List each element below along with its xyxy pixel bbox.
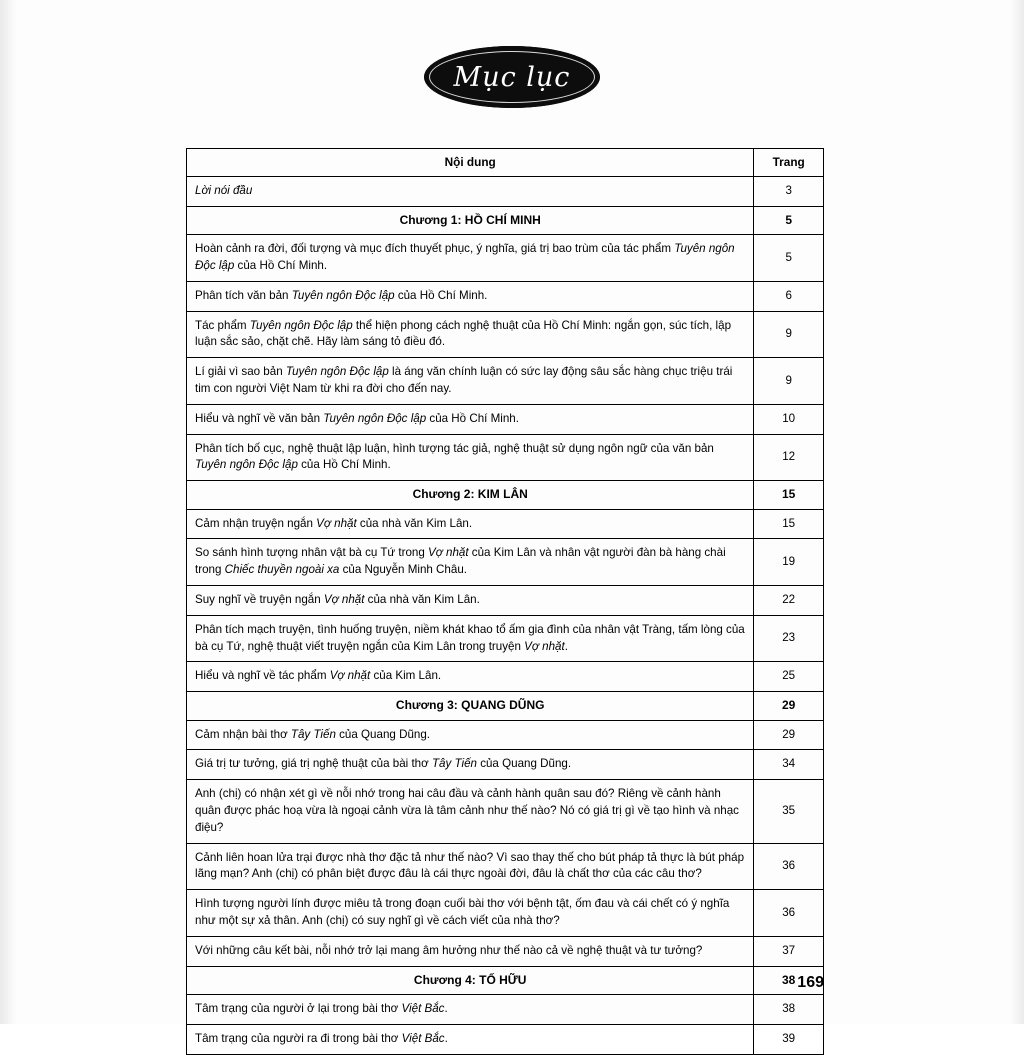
table-row — [187, 434, 824, 481]
toc-body — [187, 149, 824, 1055]
entry-title: Giá trị tư tưởng, giá trị nghệ thuật của bài thơ Tây Tiến của Quang Dũng. — [187, 750, 754, 780]
entry-title: Cảnh liên hoan lửa trại được nhà thơ đặc tả như thế nào? Vì sao thay thế cho bút pháp tả thực là bút pháp lãng mạn? Anh (chị) có phân biệt được đâu là cái thực ngoài đời, đâu là chất thơ của các câu thơ? — [187, 843, 754, 890]
entry-title: Cảm nhận truyện ngắn Vợ nhặt của nhà văn Kim Lân. — [187, 509, 754, 539]
table-row — [187, 235, 824, 282]
entry-page-number: 39 — [754, 1024, 824, 1054]
entry-title: Lời nói đầu — [187, 177, 754, 207]
entry-page-number: 34 — [754, 750, 824, 780]
entry-title: Chương 2: KIM LÂN — [187, 481, 754, 509]
entry-page-number: 3 — [754, 177, 824, 207]
table-row — [187, 281, 824, 311]
column-header-page: Trang — [754, 149, 824, 177]
entry-title: Phân tích văn bản Tuyên ngôn Độc lập của Hồ Chí Minh. — [187, 281, 754, 311]
page-title: Mục lục — [453, 61, 571, 93]
entry-page-number: 29 — [754, 692, 824, 720]
table-row — [187, 720, 824, 750]
preface-row — [187, 177, 824, 207]
table-row — [187, 311, 824, 358]
entry-page-number: 19 — [754, 539, 824, 586]
entry-page-number: 12 — [754, 434, 824, 481]
entry-page-number: 25 — [754, 662, 824, 692]
entry-title: Tâm trạng của người ra đi trong bài thơ Việt Bắc. — [187, 1024, 754, 1054]
entry-page-number: 38 — [754, 994, 824, 1024]
entry-page-number: 6 — [754, 281, 824, 311]
table-row — [187, 1024, 824, 1054]
entry-page-number: 36 — [754, 890, 824, 937]
title-oval — [424, 46, 600, 108]
table-row — [187, 843, 824, 890]
table-row — [187, 615, 824, 662]
table-row — [187, 936, 824, 966]
entry-page-number: 15 — [754, 509, 824, 539]
table-row — [187, 509, 824, 539]
entry-title: Chương 3: QUANG DŨNG — [187, 692, 754, 720]
page-title-badge — [0, 46, 1024, 108]
chapter-row — [187, 966, 824, 994]
entry-title: Hình tượng người lính được miêu tả trong đoạn cuối bài thơ với bệnh tật, ốm đau và cái chết có ý nghĩa như một sự xả thân. Anh (chị) có suy nghĩ gì về cách viết của nhà thơ? — [187, 890, 754, 937]
entry-page-number: 35 — [754, 780, 824, 843]
entry-page-number: 29 — [754, 720, 824, 750]
chapter-row — [187, 481, 824, 509]
table-row — [187, 358, 824, 405]
table-row — [187, 750, 824, 780]
entry-page-number: 38 — [754, 966, 824, 994]
entry-page-number: 15 — [754, 481, 824, 509]
entry-title: Hiểu và nghĩ về văn bản Tuyên ngôn Độc lập của Hồ Chí Minh. — [187, 404, 754, 434]
table-row — [187, 539, 824, 586]
page-number: 169 — [797, 974, 824, 991]
chapter-row — [187, 692, 824, 720]
entry-title: Tác phẩm Tuyên ngôn Độc lập thể hiện phong cách nghệ thuật của Hồ Chí Minh: ngắn gọn, súc tích, lập luận sắc sảo, chặt chẽ. Hãy làm sáng tỏ điều đó. — [187, 311, 754, 358]
entry-page-number: 9 — [754, 311, 824, 358]
entry-page-number: 5 — [754, 206, 824, 234]
table-of-contents — [186, 148, 824, 1055]
entry-title: Hiểu và nghĩ về tác phẩm Vợ nhặt của Kim Lân. — [187, 662, 754, 692]
entry-title: Với những câu kết bài, nỗi nhớ trở lại mang âm hưởng như thế nào cả về nghệ thuật và tư tưởng? — [187, 936, 754, 966]
entry-title: Tâm trạng của người ở lại trong bài thơ Việt Bắc. — [187, 994, 754, 1024]
entry-page-number: 10 — [754, 404, 824, 434]
entry-title: Chương 4: TỐ HỮU — [187, 966, 754, 994]
table-header-row — [187, 149, 824, 177]
entry-page-number: 5 — [754, 235, 824, 282]
entry-title: Hoàn cảnh ra đời, đối tượng và mục đích thuyết phục, ý nghĩa, giá trị bao trùm của tác phẩm Tuyên ngôn Độc lập của Hồ Chí Minh. — [187, 235, 754, 282]
entry-title: Cảm nhận bài thơ Tây Tiến của Quang Dũng. — [187, 720, 754, 750]
table-row — [187, 780, 824, 843]
table-row — [187, 662, 824, 692]
entry-page-number: 22 — [754, 586, 824, 616]
table-row — [187, 890, 824, 937]
entry-title: Lí giải vì sao bản Tuyên ngôn Độc lập là áng văn chính luận có sức lay động sâu sắc hàng chục triệu trái tim con người Việt Nam từ khi ra đời cho đến nay. — [187, 358, 754, 405]
entry-title: Phân tích bố cục, nghệ thuật lập luận, hình tượng tác giả, nghệ thuật sử dụng ngôn ngữ của văn bản Tuyên ngôn Độc lập của Hồ Chí Minh. — [187, 434, 754, 481]
entry-page-number: 37 — [754, 936, 824, 966]
entry-title: So sánh hình tượng nhân vật bà cụ Tứ trong Vợ nhặt của Kim Lân và nhân vật người đàn bà hàng chài trong Chiếc thuyền ngoài xa của Nguyễn Minh Châu. — [187, 539, 754, 586]
entry-title: Anh (chị) có nhận xét gì về nỗi nhớ trong hai câu đầu và cảnh hành quân sau đó? Riêng về cảnh hành quân được phác hoạ vừa là ngoại cảnh vừa là tâm cảnh như thế nào? Nó có giá trị gì về tạo hình và nhạc điệu? — [187, 780, 754, 843]
table-row — [187, 586, 824, 616]
entry-page-number: 36 — [754, 843, 824, 890]
table-row — [187, 404, 824, 434]
column-header-content: Nội dung — [187, 149, 754, 177]
entry-title: Suy nghĩ về truyện ngắn Vợ nhặt của nhà văn Kim Lân. — [187, 586, 754, 616]
entry-page-number: 9 — [754, 358, 824, 405]
table-row — [187, 994, 824, 1024]
entry-page-number: 23 — [754, 615, 824, 662]
entry-title: Phân tích mạch truyện, tình huống truyện, niềm khát khao tổ ấm gia đình của nhân vật Tràng, tấm lòng của bà cụ Tứ, nghệ thuật viết truyện ngắn của Kim Lân trong truyện Vợ nhặt. — [187, 615, 754, 662]
entry-title: Chương 1: HỒ CHÍ MINH — [187, 206, 754, 234]
chapter-row — [187, 206, 824, 234]
